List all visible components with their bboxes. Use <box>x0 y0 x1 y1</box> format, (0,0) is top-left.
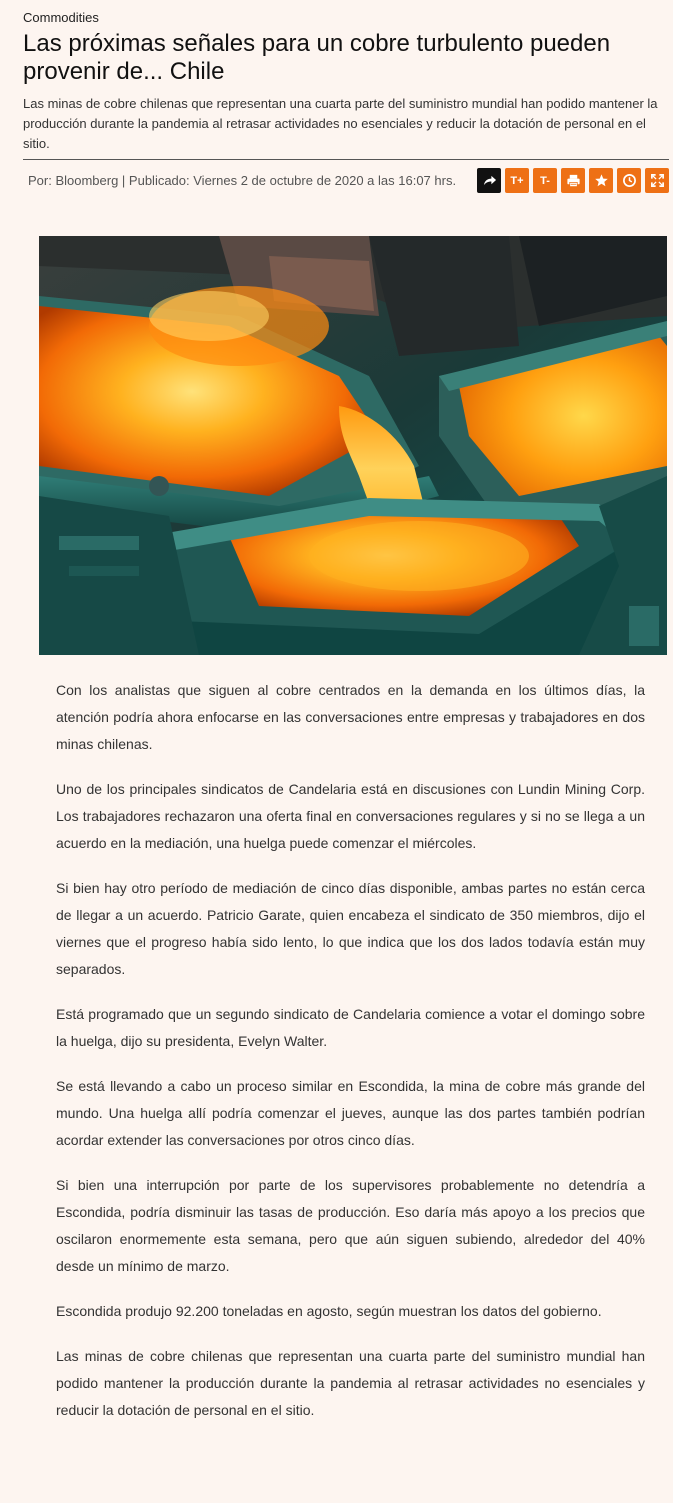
article-paragraph: Las minas de cobre chilenas que representan una cuarta parte del suministro mundial han podido mantener la producción durante la pandemia al retrasar actividades no esenciales y reducir la dotación de personal en el sitio. <box>56 1348 645 1418</box>
section-category[interactable]: Commodities <box>23 10 99 25</box>
expand-icon <box>650 173 665 188</box>
article-byline: Por: Bloomberg | Publicado: Viernes 2 de octubre de 2020 a las 16:07 hrs. <box>28 173 457 188</box>
share-arrow-icon <box>482 173 497 188</box>
hero-image <box>39 236 667 655</box>
fullscreen-button[interactable] <box>645 168 669 193</box>
article-body <box>56 677 645 1442</box>
molten-copper-photo <box>39 236 667 655</box>
article-toolbar <box>477 168 669 194</box>
printer-icon <box>566 173 581 188</box>
star-icon <box>594 173 609 188</box>
font-decrease-button[interactable]: T- <box>533 168 557 193</box>
header-divider <box>23 159 669 160</box>
article-paragraph: Si bien una interrupción por parte de los supervisores probablemente no detendría a Escondida, podría disminuir las tasas de producción. Eso daría más apoyo a los precios que oscilaron enormemente esta semana, pero que aún siguen subiendo, alrededor del 40% desde un mínimo de marzo. <box>56 1177 645 1274</box>
article-paragraph: Si bien hay otro período de mediación de cinco días disponible, ambas partes no están cerca de llegar a un acuerdo. Patricio Garate, quien encabeza el sindicato de 350 miembros, dijo el viernes que el progreso había sido lento, lo que indica que los dos lados todavía están muy separados. <box>56 880 645 977</box>
history-button[interactable] <box>617 168 641 193</box>
share-button[interactable] <box>477 168 501 193</box>
article-paragraph: Está programado que un segundo sindicato de Candelaria comience a votar el domingo sobre la huelga, dijo su presidenta, Evelyn Walter. <box>56 1006 645 1049</box>
font-increase-button[interactable]: T+ <box>505 168 529 193</box>
article-paragraph: Uno de los principales sindicatos de Candelaria está en discusiones con Lundin Mining Corp. Los trabajadores rechazaron una oferta final en conversaciones regulares y si no se llega a un acuerdo en la mediación, una huelga puede comenzar el miércoles. <box>56 781 645 851</box>
article-summary: Las minas de cobre chilenas que representan una cuarta parte del suministro mundial han podido mantener la producción durante la pandemia al retrasar actividades no esenciales y reducir la dotación de personal en el sitio. <box>23 96 658 151</box>
article-paragraph: Escondida produjo 92.200 toneladas en agosto, según muestran los datos del gobierno. <box>56 1303 602 1319</box>
page-title: Las próximas señales para un cobre turbulento pueden provenir de... Chile <box>23 30 611 85</box>
favorite-button[interactable] <box>589 168 613 193</box>
article-paragraph: Con los analistas que siguen al cobre centrados en la demanda en los últimos días, la atención podría ahora enfocarse en las conversaciones entre empresas y trabajadores en dos minas chilenas. <box>56 682 645 752</box>
clock-icon <box>622 173 637 188</box>
print-button[interactable] <box>561 168 585 193</box>
article-paragraph: Se está llevando a cabo un proceso similar en Escondida, la mina de cobre más grande del mundo. Una huelga allí podría comenzar el jueves, aunque las dos partes también podrían acordar extender las conversaciones por otros cinco días. <box>56 1078 645 1148</box>
